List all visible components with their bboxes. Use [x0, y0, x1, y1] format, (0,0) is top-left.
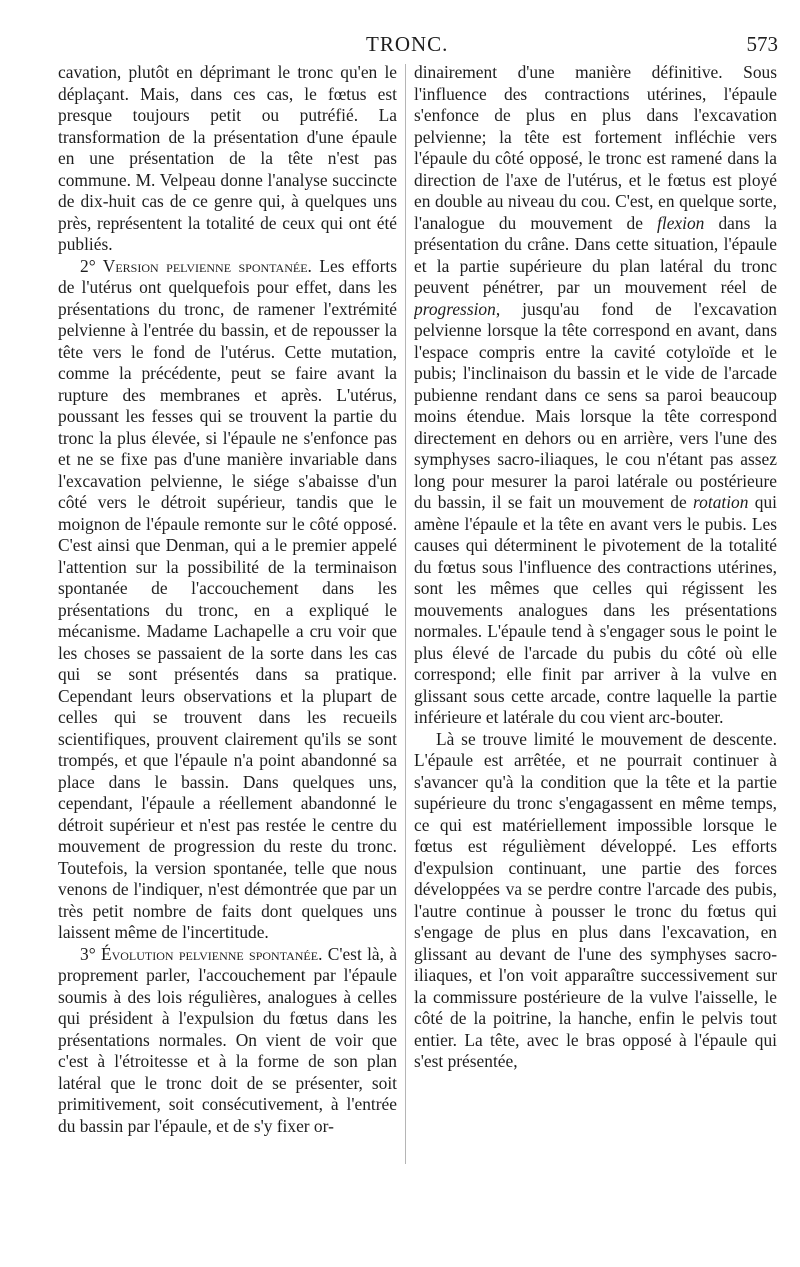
running-header [0, 30, 800, 60]
paragraph-text: , jusqu'au fond de l'excavation pelvienne lorsque la tête correspond en avant, dans l'espace compris entre la cavité cotyloïde et le pubis; l'inclinaison du bassin et le vide de l'arcade pubienne rendant dans ce sens sa paroi beaucoup moins étendue. Mais lorsque la tête correspond directement en dehors ou en arrière, vers l'une des symphyses sacro-iliaques, le cou n'étant pas assez long pour mesurer la paroi latérale ou postérieure du bassin, il se fait un mouvement de [414, 298, 777, 512]
section-heading: 2° Version pelvienne spontanée. [80, 255, 312, 276]
paragraph [414, 62, 777, 729]
column-divider [405, 64, 406, 1164]
paragraph-version-pelvienne [58, 256, 397, 944]
paragraph-text: dans la présentation du crâne. Dans cette situation, l'épaule et la partie supérieure du plan latéral du tronc peuvent pénétrer, par un mouvement réel de [414, 212, 777, 297]
section-heading: 3° Évolution pelvienne spontanée. [80, 943, 323, 964]
italic-term: rotation [693, 492, 749, 512]
running-title: TRONC. [366, 32, 449, 56]
paragraph: cavation, plutôt en déprimant le tronc qu'en le déplaçant. Mais, dans ces cas, le fœtus est presque toujours petit ou putréfié. La transformation de la présentation d'une épaule en une présentation de la tête n'est pas commune. M. Velpeau donne l'analyse succincte de dix-huit cas de ce genre qui, à quelques uns près, représentent la totalité de ceux qui ont été publiés. [58, 62, 397, 254]
italic-term: progression [414, 298, 496, 319]
italic-term: flexion [657, 212, 705, 233]
paragraph-text: C'est là, à proprement parler, l'accouchement par l'épaule soumis à des lois régulières, analogues à celles qui président à l'expulsion du fœtus dans les présentations normales. On vient de voir que c'est à l'étroitesse et à la forme de son plan latéral que le tronc doit de se présenter, soit primitivement, soit consécutivement, à l'entrée du bassin par l'épaule, et de s'y fixer or- [58, 943, 397, 1136]
paragraph-evolution-pelvienne [58, 944, 397, 1138]
page-number: 573 [746, 32, 778, 56]
paragraph: Là se trouve limité le mouvement de descente. L'épaule est arrêtée, et ne pourrait continuer à s'avancer qu'à la condition que la tête et la partie supérieure du tronc s'engagassent en même temps, ce qui est matériellement impossible lorsque le fœtus est régulièment développé. Les efforts d'expulsion continuant, une partie des forces développées va se perdre contre l'arcade des pubis, l'autre continue à pousser le tronc du fœtus qui s'engage de plus en plus dans l'excavation, en glissant au devant de l'une des symphyses sacro-iliaques, et l'on voit apparaître successivement sur la commissure postérieure de la vulve l'aisselle, le côté de la poitrine, la hanche, enfin le pelvis tout entier. La tête, avec le bras opposé à l'épaule qui s'est présentée, [414, 728, 777, 1071]
left-column [58, 62, 397, 1192]
paragraph-text: Les efforts de l'utérus ont quelquefois pour effet, dans les présentations du tronc, de ramener l'extrémité pelvienne à l'entrée du bassin, et de repousser la tête vers le fond de l'utérus. Cette mutation, comme la précédente, peut se faire avant la rupture des membranes et après. L'utérus, poussant les fesses qui se trouvent la partie du tronc la plus élevée, si l'épaule ne s'enfonce pas et ne se fixe pas d'une manière invariable dans l'excavation pelvienne, le siége s'abaisse d'un côté vers le détroit supérieur, tandis que le moignon de l'épaule remonte sur le côté opposé. C'est ainsi que Denman, qui a le premier appelé l'attention sur la possibilité de la terminaison spontanée de l'accouchement dans les présentations du tronc, en a expliqué le mécanisme. Madame Lachapelle a cru voir que les choses se passaient de la sorte dans les cas qui se sont présentés dans sa pratique. Cependant leurs observations et la plupart de celles qui se trouvent dans les recueils scientifiques, prouvent clairement qu'ils se sont trompés, et que l'épaule n'a point abandonné sa place dans le bassin. Dans quelques uns, cependant, l'épaule a réellement abandonné le détroit supérieur et n'est pas restée le centre du mouvement de progression du reste du tronc. Toutefois, la version spontanée, telle que nous venons de l'indiquer, n'est démontrée que par un très petit nombre de faits dont quelques uns laissent même de l'incertitude. [58, 255, 397, 942]
paragraph-text: qui amène l'épaule et la tête en avant vers le pubis. Les causes qui déterminent le pivotement de la totalité du fœtus sous l'influence des contractions utérines, sont les mêmes que celles qui régissent les mouvements analogues dans les présentations normales. L'épaule tend à s'engager sous le point le plus élevé de l'arcade du pubis du côté où elle correspond; elle finit par arriver à la vulve en glissant sous cette arcade, contre laquelle la partie inférieure et latérale du cou vient arc-bouter. [414, 492, 777, 727]
right-column [414, 62, 777, 1192]
paragraph-text: dinairement d'une manière définitive. Sous l'influence des contractions utérines, l'épaule s'enfonce de plus en plus dans l'excavation pelvienne; la tête est fortement infléchie vers l'épaule du côté opposé, le tronc est ramené dans la direction de l'axe de l'utérus, et le fœtus est ployé en double au niveau du cou. C'est, en quelque sorte, l'analogue du mouvement de [414, 62, 777, 233]
